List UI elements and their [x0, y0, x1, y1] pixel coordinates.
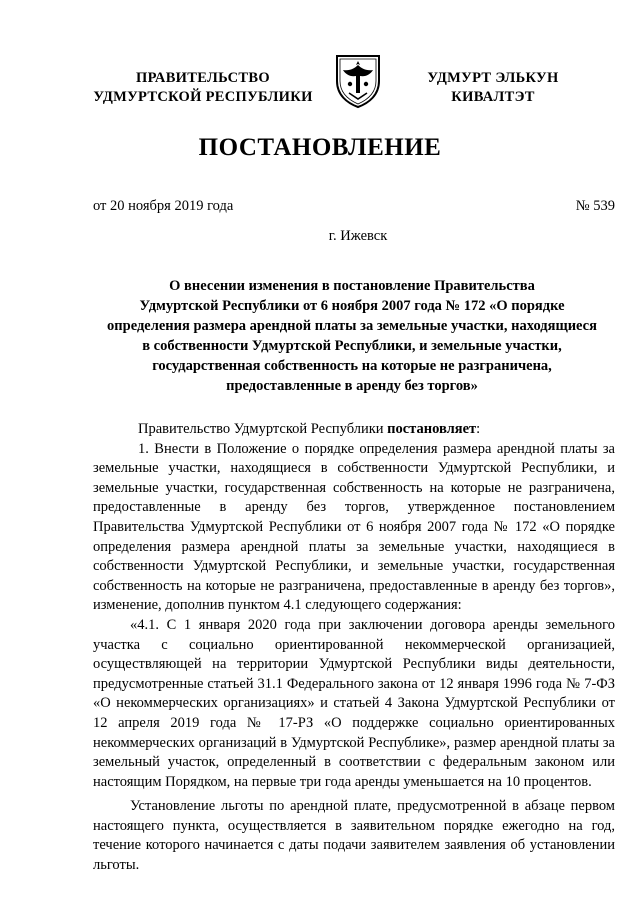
- header-left-line1: ПРАВИТЕЛЬСТВО: [136, 70, 270, 86]
- document-body: [93, 420, 615, 876]
- subject-line: предоставленные в аренду без торгов»: [226, 378, 478, 394]
- subject-line: в собственности Удмуртской Республики, и земельные участки,: [142, 338, 562, 354]
- paragraph-1: 1. Внести в Положение о порядке определения размера арендной платы за земельные участки, находящиеся в собственности Удмуртской Республики, и земельные участки, государственная собственность на которые не разграничена, предоставленные в аренду без торгов, утвержденное постановлением Правительства Удмуртской Республики от 6 ноября 2007 года № 172 «О порядке определения размера арендной платы за земельные участки, находящиеся в собственности Удмуртской Республики, и земельные участки, государственная собственность на которые не разграничена, предоставленные в аренду без торгов», изменение, дополнив пунктом 4.1 следующего содержания:: [93, 440, 615, 614]
- subject-line: определения размера арендной платы за земельные участки, находящиеся: [107, 318, 597, 334]
- subject-line: О внесении изменения в постановление Правительства: [169, 278, 535, 294]
- intro-paragraph: [93, 420, 615, 440]
- header-left-line2: УДМУРТСКОЙ РЕСПУБЛИКИ: [93, 89, 313, 105]
- header-government-udm: [398, 69, 588, 107]
- intro-verb: постановляет: [387, 421, 477, 437]
- intro-prefix: Правительство Удмуртской Республики: [138, 421, 388, 437]
- header-right-line1: УДМУРТ ЭЛЬКУН: [427, 70, 559, 86]
- udmurt-coat-of-arms-icon: [333, 53, 383, 109]
- subject-line: Удмуртской Республики от 6 ноября 2007 года № 172 «О порядке: [139, 298, 565, 314]
- paragraph-2: «4.1. С 1 января 2020 года при заключении договора аренды земельного участка с социально ориентированной некоммерческой организацией, осуществляющей на территории Удмуртской Республики виды деятельности, предусмотренные статьей 31.1 Федерального закона от 12 января 1996 года № 7-ФЗ «О некоммерческих организациях» и статьей 4 Закона Удмуртской Республики от 12 апреля 2019 года № 17-РЗ «О поддержке социально ориентированных некоммерческих организаций в Удмуртской Республике», размер арендной платы за земельный участок, определенный в соответствии с федеральным законом или настоящим Порядком, на первые три года аренды уменьшается на 10 процентов.: [93, 616, 615, 790]
- document-date: от 20 ноября 2019 года: [93, 198, 234, 214]
- subject-line: государственная собственность на которые не разграничена,: [152, 358, 552, 374]
- header-right-line2: КИВАЛТЭТ: [451, 89, 535, 105]
- paragraph-3: Установление льготы по арендной плате, предусмотренной в абзаце первом настоящего пункта, осуществляется в заявительном порядке ежегодно на год, течение которого начинается с даты подачи заявителем заявления об установлении льготы.: [93, 798, 615, 874]
- document-title: ПОСТАНОВЛЕНИЕ: [198, 134, 442, 161]
- document-number: № 539: [575, 198, 615, 214]
- document-subject: [60, 276, 640, 396]
- header-government-ru: [78, 69, 328, 107]
- document-city: г. Ижевск: [328, 228, 388, 244]
- intro-suffix: :: [476, 421, 481, 437]
